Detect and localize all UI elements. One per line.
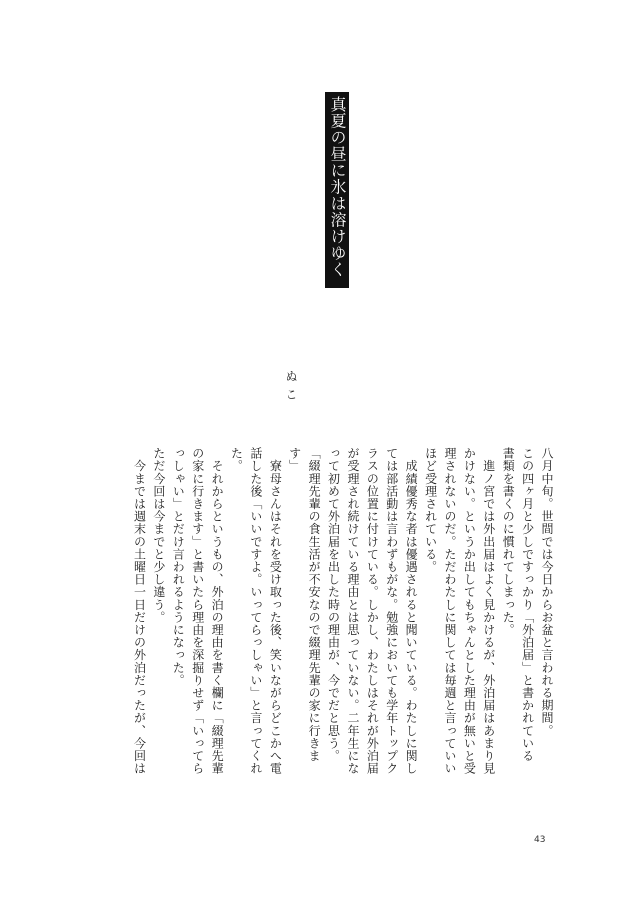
title-banner	[325, 92, 349, 288]
body-line: 八月中旬。世間では今日からお盆と言われる期間。	[540, 447, 554, 737]
page-number: 43	[534, 835, 546, 845]
page-title: 真夏の昼に氷は溶けゆく	[328, 96, 347, 278]
body-line: 寮母さんはそれを受け取った後、笑いながらどこかへ電	[268, 447, 283, 775]
body-line: 話した後「いいですよ。いってらっしゃい」と言ってくれ	[248, 447, 263, 775]
body-line: た。	[229, 447, 244, 473]
body-line: って初めて外泊届を出した時の理由が、今でだと思う。	[326, 447, 341, 762]
body-line: 「綴理先輩の食生活が不安なので綴理先輩の家に行きま	[307, 447, 322, 762]
body-line: っしゃい」とだけ言われるようになった。	[171, 447, 186, 687]
body-line: す」	[287, 447, 302, 473]
body-line: それからというもの、外泊の理由を書く欄に「綴理先輩	[210, 447, 225, 775]
body-line: 書類を書くのに慣れてしまった。	[501, 447, 516, 636]
body-line: の家に行きます」と書いたら理由を深掘りせず「いってら	[190, 447, 205, 775]
body-line: ては部活動は言わずもがな。勉強においても学年トップク	[384, 447, 399, 775]
body-line: ラスの位置に付けている。しかし、わたしはそれが外泊届	[365, 447, 380, 775]
body-line: 理されないのだ。ただわたしに関しては毎週と言っていい	[442, 447, 457, 775]
body-line: が受理され続けている理由とは思っていない。二年生にな	[345, 447, 360, 775]
body-line: 進ノ宮では外出届はよく見かけるが、外泊届はあまり見	[481, 447, 496, 775]
body-line: 今までは週末の土曜日一日だけの外泊だったが、今回は	[132, 447, 147, 775]
body-line: 成績優秀な者は優遇されると聞いている。わたしに関し	[404, 447, 419, 775]
body-line: かけない。というか出してもちゃんとした理由が無いと受	[462, 447, 477, 775]
body-line: ただ今回は今までと少し違う。	[151, 447, 166, 624]
body-text	[90, 447, 556, 837]
author-name: ぬこ	[284, 370, 298, 406]
body-line: ほど受理されている。	[423, 447, 438, 573]
body-line: この四ヶ月と少しですっかり「外泊届」と書かれている	[520, 447, 535, 762]
